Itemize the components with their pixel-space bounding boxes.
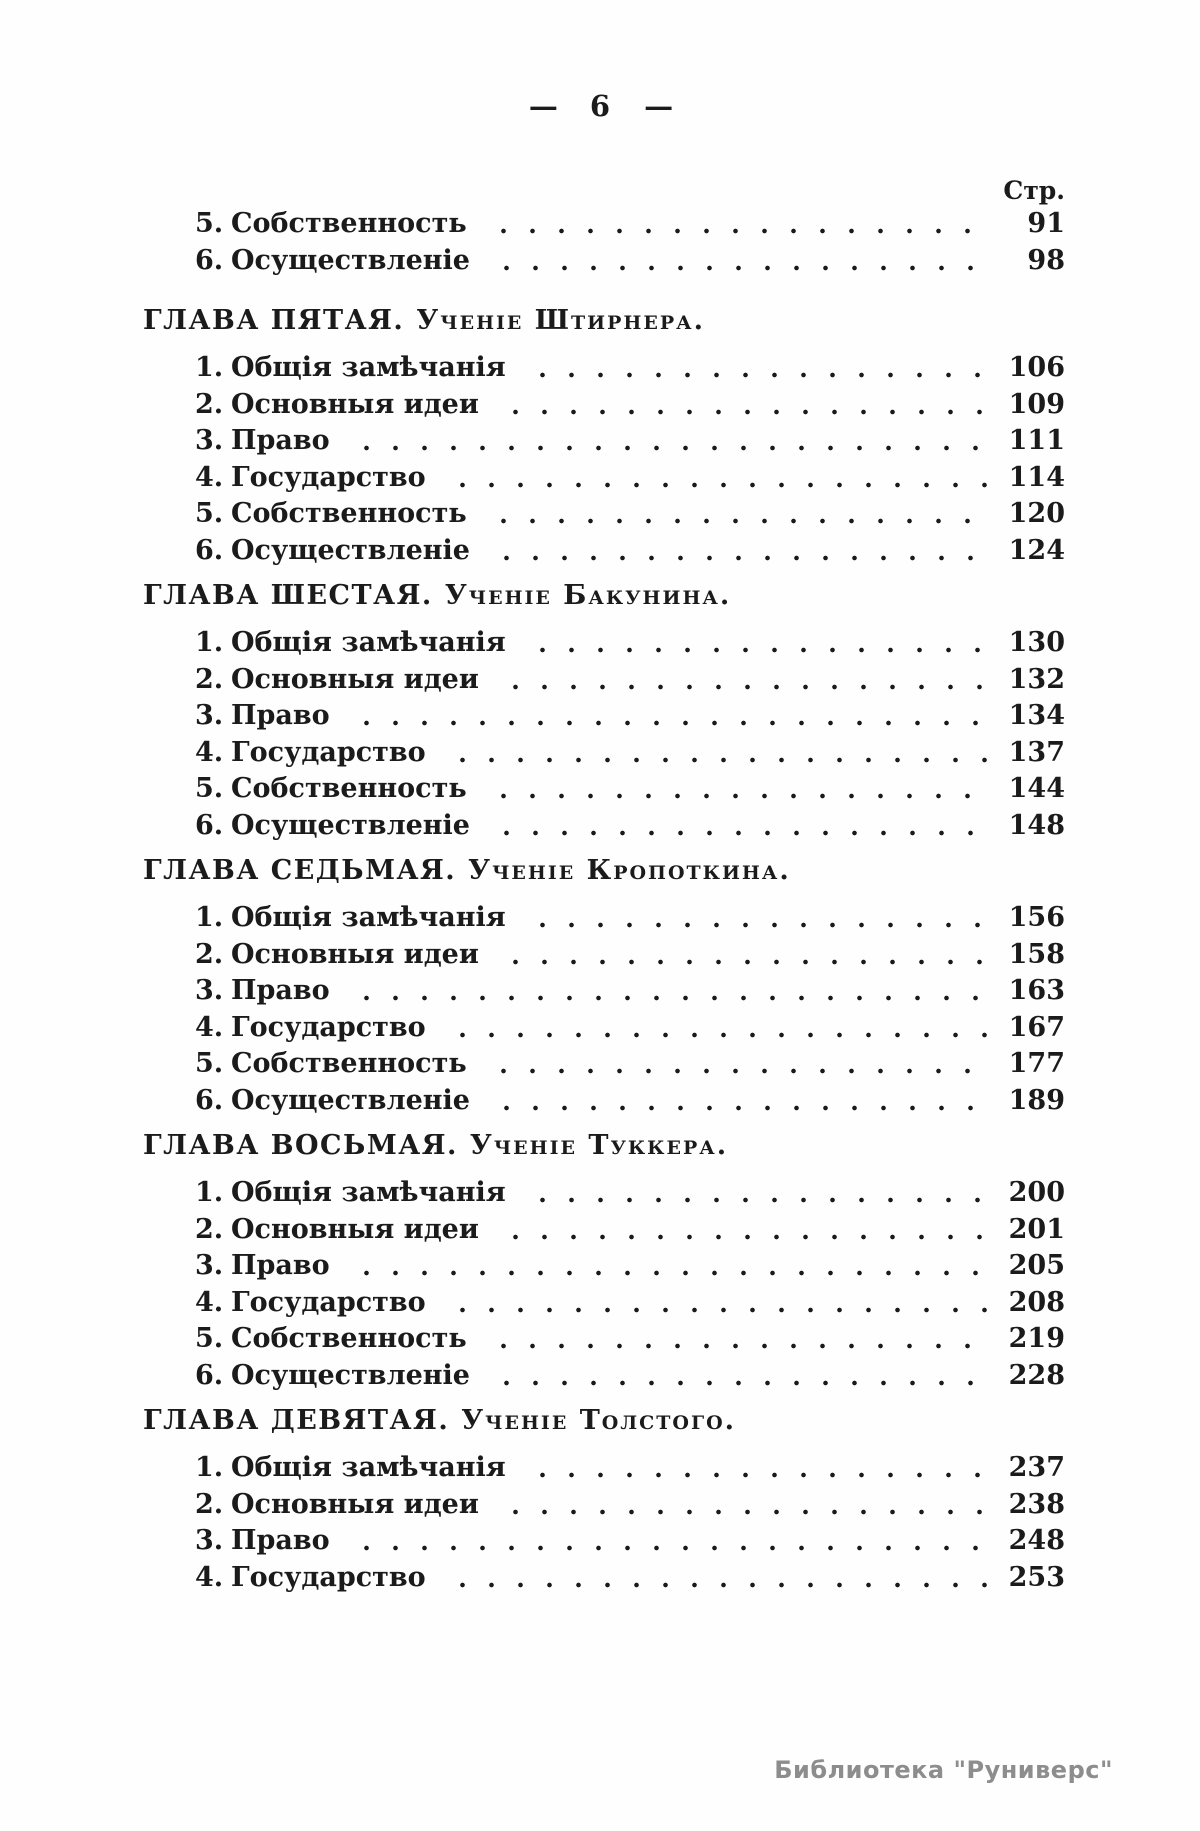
item-title: Право	[231, 1525, 330, 1556]
item-page: 167	[1008, 1011, 1065, 1043]
item-page: 189	[1008, 1084, 1065, 1116]
chapter-heading	[143, 1403, 1065, 1439]
leader-dots	[346, 698, 989, 735]
toc-entry-row	[143, 625, 1065, 662]
toc-entry-row	[143, 937, 1065, 974]
toc-entry-row	[143, 350, 1065, 387]
toc-entry-row	[143, 1010, 1065, 1047]
leader-dots	[522, 1450, 989, 1487]
chapter-heading-title: Ученіе Бакунина.	[444, 580, 732, 611]
toc-entry-row	[143, 1450, 1065, 1487]
item-page: 91	[1027, 208, 1065, 239]
item-page: 106	[1008, 352, 1065, 383]
leader-dots	[486, 1083, 989, 1120]
section-items	[143, 1450, 1065, 1596]
item-number: 4.	[195, 1561, 224, 1593]
item-number: 6.	[195, 1084, 224, 1116]
item-title: Собственность	[231, 1048, 467, 1079]
item-number: 5.	[195, 773, 224, 804]
item-number: 3.	[195, 700, 224, 731]
row-indent	[143, 1358, 195, 1395]
row-indent	[143, 1248, 195, 1285]
row-indent	[143, 533, 195, 570]
chapter-heading-label: ГЛАВА ДЕВЯТАЯ.	[143, 1405, 450, 1436]
item-title: Собственность	[231, 773, 467, 804]
chapter-heading-label: ГЛАВА ВОСЬМАЯ.	[143, 1130, 458, 1161]
library-watermark: Библиотека "Руниверс"	[774, 1756, 1113, 1784]
item-title: Общія замѣчанія	[231, 627, 506, 658]
item-page: 114	[1008, 461, 1065, 493]
leader-dots	[483, 771, 989, 808]
item-page: 238	[1008, 1488, 1065, 1520]
chapter-heading	[143, 1128, 1065, 1164]
item-number: 2.	[195, 938, 224, 970]
row-indent	[143, 900, 195, 937]
chapter-heading	[143, 853, 1065, 889]
item-title: Осуществленіе	[231, 809, 470, 841]
item-title: Осуществленіе	[231, 1084, 470, 1116]
item-title: Государство	[231, 1011, 426, 1043]
item-number: 5.	[195, 1048, 224, 1079]
chapter-heading-label: ГЛАВА ШЕСТАЯ.	[143, 580, 433, 611]
row-indent	[143, 496, 195, 533]
item-number: 2.	[195, 388, 224, 420]
row-indent	[143, 973, 195, 1010]
item-number: 3.	[195, 975, 224, 1006]
item-title: Собственность	[231, 1323, 467, 1354]
item-number: 3.	[195, 425, 224, 456]
item-page: 144	[1008, 773, 1065, 804]
toc-section	[143, 578, 1065, 844]
leader-dots	[486, 243, 989, 280]
toc-entry-row	[143, 533, 1065, 570]
toc-section	[143, 303, 1065, 569]
section-items	[143, 625, 1065, 844]
item-title: Общія замѣчанія	[231, 1177, 506, 1208]
item-page: 163	[1008, 975, 1065, 1006]
item-title: Государство	[231, 1286, 426, 1318]
item-title: Основныя идеи	[231, 938, 479, 970]
item-page: 156	[1008, 902, 1065, 933]
toc-entry-row	[143, 1560, 1065, 1597]
item-page: 200	[1008, 1177, 1065, 1208]
item-page: 148	[1008, 809, 1065, 841]
page-column-header: Стр.	[1003, 176, 1065, 205]
leader-dots	[495, 1212, 989, 1249]
chapter-heading-title: Ученіе Кропоткина.	[468, 855, 791, 886]
item-number: 6.	[195, 244, 224, 276]
item-page: 228	[1008, 1359, 1065, 1391]
item-number: 6.	[195, 1359, 224, 1391]
leader-dots	[346, 423, 989, 460]
leader-dots	[483, 1046, 989, 1083]
row-indent	[143, 387, 195, 424]
toc-entry-row	[143, 496, 1065, 533]
leader-dots	[522, 1175, 989, 1212]
row-indent	[143, 1010, 195, 1047]
chapter-heading	[143, 578, 1065, 614]
leader-dots	[486, 808, 989, 845]
item-page: 132	[1008, 663, 1065, 695]
item-title: Право	[231, 975, 330, 1006]
folio-page-number: 6	[589, 89, 611, 123]
item-number: 2.	[195, 663, 224, 695]
row-indent	[143, 1321, 195, 1358]
item-page: 120	[1008, 498, 1065, 529]
item-number: 1.	[195, 352, 224, 383]
leader-dots	[522, 350, 989, 387]
leader-dots	[442, 1285, 989, 1322]
leader-dots	[495, 662, 989, 699]
row-indent	[143, 662, 195, 699]
item-title: Осуществленіе	[231, 534, 470, 566]
leader-dots	[495, 937, 989, 974]
item-title: Основныя идеи	[231, 1213, 479, 1245]
toc-entry-row	[143, 662, 1065, 699]
toc-entry-row	[143, 900, 1065, 937]
toc-entry-row	[143, 698, 1065, 735]
item-title: Собственность	[231, 498, 467, 529]
toc-entry-row	[143, 1285, 1065, 1322]
leader-dots	[483, 206, 989, 243]
chapter-heading-title: Ученіе Толстого.	[461, 1405, 737, 1436]
leader-dots	[442, 1560, 989, 1597]
item-title: Основныя идеи	[231, 1488, 479, 1520]
item-page: 111	[1008, 425, 1065, 456]
item-page: 253	[1008, 1561, 1065, 1593]
item-number: 4.	[195, 461, 224, 493]
toc-entry-row	[143, 1248, 1065, 1285]
row-indent	[143, 1083, 195, 1120]
row-indent	[143, 350, 195, 387]
leader-dots	[483, 1321, 989, 1358]
chapter-heading-title: Ученіе Штирнера.	[416, 305, 706, 336]
page-folio	[0, 0, 1200, 122]
item-title: Собственность	[231, 208, 467, 239]
toc-entry-row	[143, 387, 1065, 424]
leader-dots	[522, 900, 989, 937]
item-title: Общія замѣчанія	[231, 352, 506, 383]
item-page: 201	[1008, 1213, 1065, 1245]
section-items	[143, 350, 1065, 569]
chapter-heading-title: Ученіе Туккера.	[469, 1130, 729, 1161]
toc-entry-row	[143, 735, 1065, 772]
toc-entry-row	[143, 1046, 1065, 1083]
item-number: 4.	[195, 1011, 224, 1043]
item-page: 124	[1008, 534, 1065, 566]
item-number: 2.	[195, 1213, 224, 1245]
item-title: Общія замѣчанія	[231, 1452, 506, 1483]
row-indent	[143, 1450, 195, 1487]
item-number: 2.	[195, 1488, 224, 1520]
item-page: 134	[1008, 700, 1065, 731]
item-page: 98	[1027, 244, 1065, 276]
item-number: 4.	[195, 1286, 224, 1318]
toc-entry-row	[143, 1358, 1065, 1395]
toc-entry-row	[143, 1523, 1065, 1560]
row-indent	[143, 808, 195, 845]
item-number: 3.	[195, 1525, 224, 1556]
row-indent	[143, 1175, 195, 1212]
item-title: Осуществленіе	[231, 244, 470, 276]
item-page: 248	[1008, 1525, 1065, 1556]
row-indent	[143, 625, 195, 662]
toc-entry-row	[143, 973, 1065, 1010]
item-page: 219	[1008, 1323, 1065, 1354]
row-indent	[143, 1487, 195, 1524]
item-title: Государство	[231, 736, 426, 768]
row-indent	[143, 1212, 195, 1249]
item-number: 1.	[195, 1177, 224, 1208]
item-page: 109	[1008, 388, 1065, 420]
section-items	[143, 1175, 1065, 1394]
item-page: 130	[1008, 627, 1065, 658]
toc-entry-row	[143, 423, 1065, 460]
item-page: 205	[1008, 1250, 1065, 1281]
row-indent	[143, 243, 195, 280]
toc-content	[143, 176, 1065, 1596]
toc-entry-row	[143, 771, 1065, 808]
item-page: 158	[1008, 938, 1065, 970]
leader-dots	[522, 625, 989, 662]
item-page: 177	[1008, 1048, 1065, 1079]
chapter-heading-label: ГЛАВА СЕДЬМАЯ.	[143, 855, 457, 886]
item-number: 5.	[195, 1323, 224, 1354]
row-indent	[143, 460, 195, 497]
item-title: Осуществленіе	[231, 1359, 470, 1391]
toc-entry-row	[143, 1175, 1065, 1212]
row-indent	[143, 698, 195, 735]
toc-entry-row	[143, 1487, 1065, 1524]
leader-dots	[346, 1248, 989, 1285]
item-number: 3.	[195, 1250, 224, 1281]
leader-dots	[486, 533, 989, 570]
leader-dots	[495, 387, 989, 424]
row-indent	[143, 735, 195, 772]
item-number: 5.	[195, 498, 224, 529]
item-title: Государство	[231, 461, 426, 493]
item-title: Право	[231, 1250, 330, 1281]
leader-dots	[483, 496, 989, 533]
row-indent	[143, 1560, 195, 1597]
row-indent	[143, 1523, 195, 1560]
toc-section	[143, 853, 1065, 1119]
item-number: 6.	[195, 534, 224, 566]
item-number: 1.	[195, 1452, 224, 1483]
chapter-heading-label: ГЛАВА ПЯТАЯ.	[143, 305, 405, 336]
toc-entry-row	[143, 460, 1065, 497]
toc-entry-row	[143, 1321, 1065, 1358]
leader-dots	[495, 1487, 989, 1524]
item-title: Основныя идеи	[231, 663, 479, 695]
item-number: 4.	[195, 736, 224, 768]
row-indent	[143, 937, 195, 974]
toc-section	[143, 1128, 1065, 1394]
item-page: 237	[1008, 1452, 1065, 1483]
row-indent	[143, 423, 195, 460]
leader-dots	[442, 460, 989, 497]
toc-entry-row	[143, 1083, 1065, 1120]
item-page: 208	[1008, 1286, 1065, 1318]
section-items	[143, 206, 1065, 279]
toc-entry-row	[143, 243, 1065, 280]
toc-section	[143, 206, 1065, 279]
toc-section	[143, 1403, 1065, 1596]
toc	[143, 206, 1065, 1596]
toc-entry-row	[143, 206, 1065, 243]
row-indent	[143, 1285, 195, 1322]
item-title: Общія замѣчанія	[231, 902, 506, 933]
folio-right-dash: —	[644, 89, 672, 123]
toc-entry-row	[143, 808, 1065, 845]
row-indent	[143, 1046, 195, 1083]
toc-entry-row	[143, 1212, 1065, 1249]
section-items	[143, 900, 1065, 1119]
leader-dots	[486, 1358, 989, 1395]
leader-dots	[442, 735, 989, 772]
row-indent	[143, 771, 195, 808]
item-title: Основныя идеи	[231, 388, 479, 420]
leader-dots	[346, 1523, 989, 1560]
leader-dots	[442, 1010, 989, 1047]
item-number: 5.	[195, 208, 224, 239]
item-number: 1.	[195, 627, 224, 658]
item-title: Государство	[231, 1561, 426, 1593]
item-number: 1.	[195, 902, 224, 933]
row-indent	[143, 206, 195, 243]
item-title: Право	[231, 425, 330, 456]
item-number: 6.	[195, 809, 224, 841]
chapter-heading	[143, 303, 1065, 339]
leader-dots	[346, 973, 989, 1010]
folio-left-dash: —	[528, 89, 556, 123]
item-title: Право	[231, 700, 330, 731]
item-page: 137	[1008, 736, 1065, 768]
